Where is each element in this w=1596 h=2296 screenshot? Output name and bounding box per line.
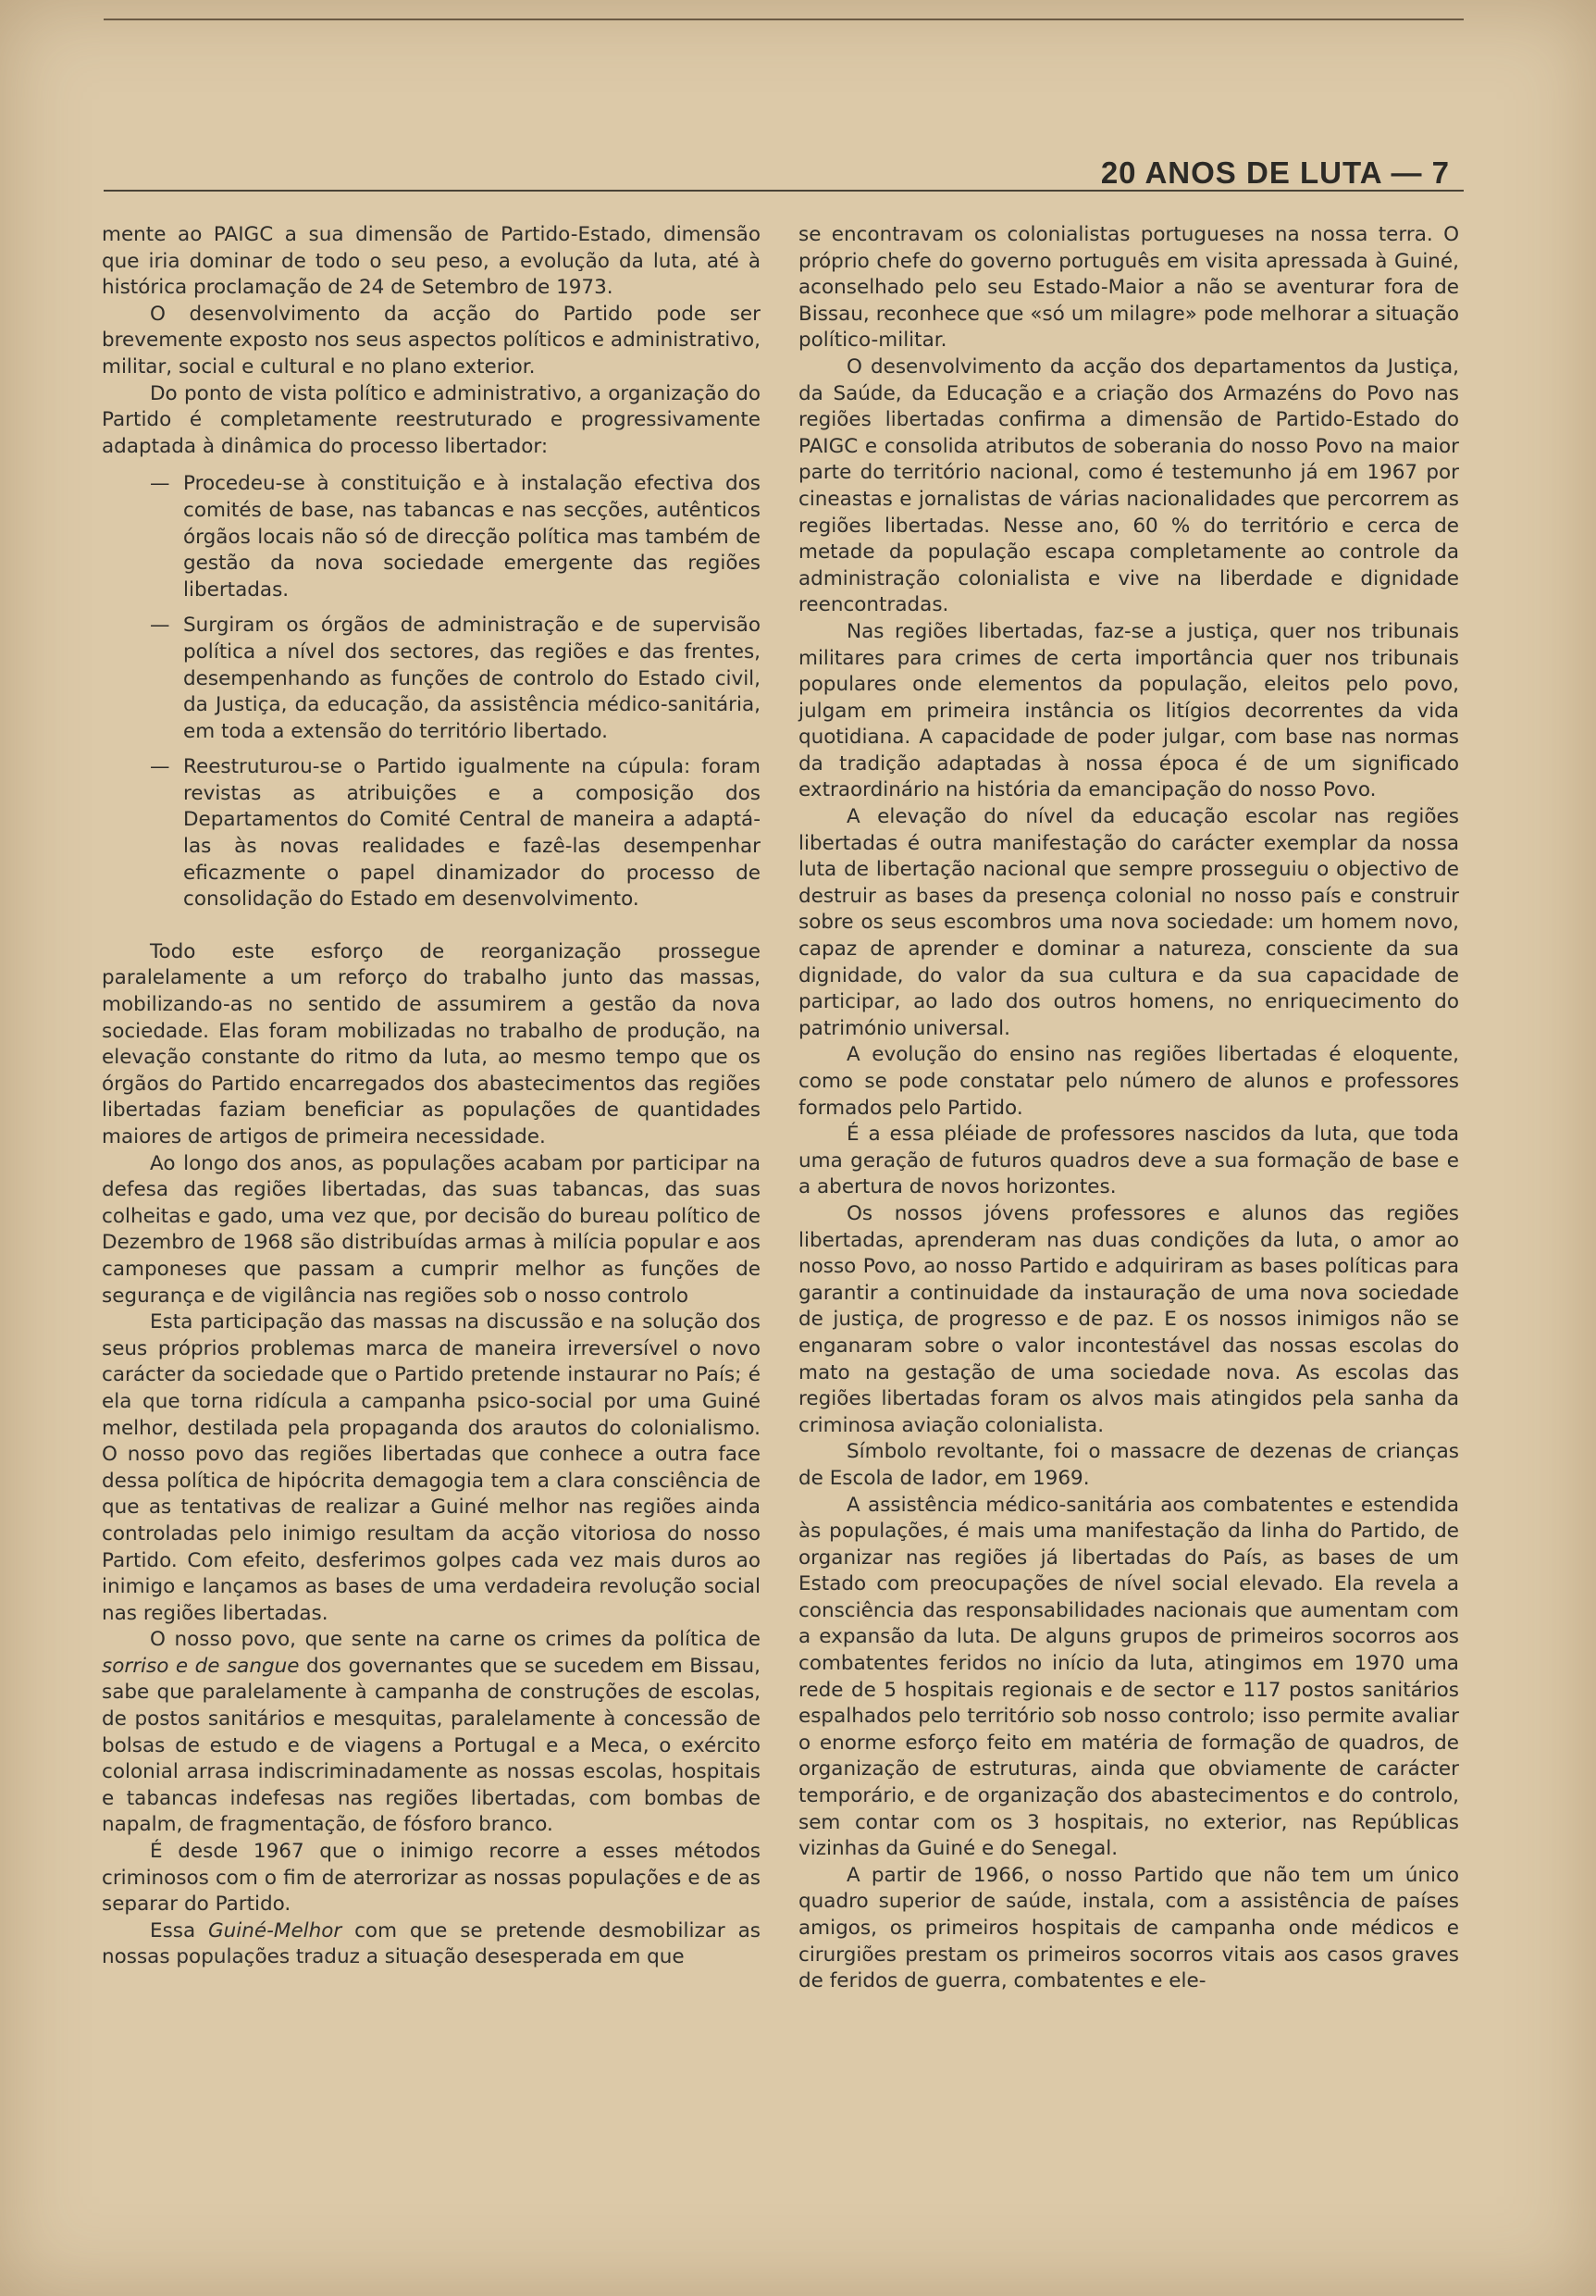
paragraph: É desde 1967 que o inimigo recorre a esses métodos criminosos com o fim de aterrorizar as nossas populações e de as separar do Partido. [102, 1840, 761, 1917]
paragraph: A partir de 1966, o nosso Partido que não tem um único quadro superior de saúde, instala, com a assistência de países amigos, os primeiros hospitais de campanha onde médicos e cirurgiões prestam os primeiros socorros vitais aos casos graves de feridos de guerra, combatentes e ele- [798, 1863, 1459, 1993]
italic-phrase: Guiné-Melhor [208, 1918, 342, 1942]
text-run: dos governantes que se sucedem em Bissau, sabe que paralelamente à campanha de construções de escolas, de postos sanitários e mesquitas, paralelamente à concessão de bolsas de estudo e de viagens a Portugal e a Meca, o exército colonial arrasa indiscriminadamente as nossas escolas, hospitais e tabancas indefesas nas regiões libertadas, com bombas de napalm, de fragmentação, de fósforo branco. [102, 1654, 761, 1837]
list-item-text: Reestruturou-se o Partido igualmente na cúpula: foram revistas as atribuições e a composição dos Departamentos do Comité Central de maneira a adaptá-las às novas realidades e fazê-las desempenhar eficazmente o papel dinamizador do processo de consolidação do Estado em desenvolvimento. [183, 755, 761, 912]
dash-bullet: — [150, 755, 170, 779]
paragraph: mente ao PAIGC a sua dimensão de Partido-Estado, dimensão que iria dominar de todo o seu peso, a evolução da luta, até à histórica proclamação de 24 de Setembro de 1973. [102, 223, 761, 300]
paragraph: O desenvolvimento da acção dos departamentos da Justiça, da Saúde, da Educação e a criação dos Armazéns do Povo nas regiões libertadas confirma a dimensão de Partido-Estado do PAIGC e consolida atributos de soberania do nosso Povo na maior parte do território nacional, como é testemunho já em 1967 por cineastas e jornalistas de várias nacionalidades que percorrem as regiões libertadas. Nesse ano, 60 % do território e cerca de metade da população escapa completamente ao controle da administração colonialista e vive na liberdade e dignidade reencontradas. [798, 354, 1459, 617]
right-column [798, 222, 1459, 1995]
text-run: O nosso povo, que sente na carne os crimes da política de [150, 1628, 761, 1652]
top-rule [104, 19, 1464, 20]
text-run: com que se pretende desmobilizar as nossas populações traduz a situação desesperada em que [102, 1918, 761, 1969]
paragraph [102, 1627, 761, 1839]
paragraph: Do ponto de vista político e administrativo, a organização do Partido é completamente reestruturado e progressivamente adaptada à dinâmica do processo libertador: [102, 381, 761, 458]
running-header: 20 ANOS DE LUTA — 7 [1100, 155, 1450, 190]
dash-list-item [102, 613, 761, 745]
paragraph: Todo este esforço de reorganização prossegue paralelamente a um reforço do trabalho junto das massas, mobilizando-as no sentido de assumirem a gestão da nova sociedade. Elas foram mobilizadas no trabalho de produção, na elevação constante do ritmo da luta, ao mesmo tempo que os órgãos do Partido encarregados dos abastecimentos das regiões libertadas faziam beneficiar as populações de quantidades maiores de artigos de primeira necessidade. [102, 939, 761, 1148]
paragraph: Os nossos jóvens professores e alunos das regiões libertadas, aprenderam nas duas condições da luta, o amor ao nosso Povo, ao nosso Partido e adquiriram as bases políticas para garantir a continuidade da instauração de uma nova sociedade de justiça, de progresso e de paz. E os nossos inimigos não se enganaram sobre o valor incontestável das nossas escolas do mato na gestação de uma sociedade nova. As escolas das regiões libertadas foram os alvos mais atingidos pela sanha da criminosa aviação colonialista. [798, 1201, 1459, 1437]
dash-list-item [102, 471, 761, 603]
paragraph: Símbolo revoltante, foi o massacre de dezenas de crianças de Escola de Iador, em 1969. [798, 1440, 1459, 1490]
paragraph: É a essa pléiade de professores nascidos da luta, que toda uma geração de futuros quadros deve a sua formação de base e a abertura de novos horizontes. [798, 1123, 1459, 1199]
paragraph: A assistência médico-sanitária aos combatentes e estendida às populações, é mais uma manifestação da linha do Partido, de organizar nas regiões já libertadas do País, as bases de um Estado com preocupações de nível social elevado. Ela revela a consciência das responsabilidades nacionais que aumentam com a expansão da luta. De alguns grupos de primeiros socorros aos combatentes feridos no início da luta, atingimos em 1970 uma rede de 5 hospitais regionais e de sector e 117 postos sanitários espalhados pelo território sob nosso controlo; isso permite avaliar o enorme esforço feito em matéria de formação de quadros, de organização de estruturas, ainda que obviamente de carácter temporário, e de organização dos abastecimentos e do controlo, sem contar com os 3 hospitais, no exterior, nas Repúblicas vizinhas da Guiné e do Senegal. [798, 1493, 1459, 1861]
dash-bullet: — [150, 472, 170, 496]
paragraph [102, 1918, 761, 1971]
paragraph: O desenvolvimento da acção do Partido pode ser brevemente exposto nos seus aspectos políticos e administrativo, militar, social e cultural e no plano exterior. [102, 302, 761, 379]
list-item-text: Surgiram os órgãos de administração e de supervisão política a nível dos sectores, das regiões e das frentes, desempenhando as funções de controlo do Estado civil, da Justiça, da educação, da assistência médico-sanitária, em toda a extensão do território libertado. [183, 614, 761, 743]
paragraph: se encontravam os colonialistas portugueses na nossa terra. O próprio chefe do governo português em visita apressada à Guiné, aconselhado pelo seu Estado-Maior a não se aventurar fora de Bissau, reconhece que «só um milagre» pode melhorar a situação político-militar. [798, 223, 1459, 353]
paragraph: Nas regiões libertadas, faz-se a justiça, quer nos tribunais militares para crimes de certa importância quer nos tribunais populares onde elementos da população, eleitos pelo povo, julgam em primeira instância os litígios decorrentes da vida quotidiana. A capacidade de poder julgar, com base nas normas da tradição adaptadas à nossa época é de um significado extraordinário na história da emancipação do nosso Povo. [798, 619, 1459, 802]
paragraph: Esta participação das massas na discussão e na solução dos seus próprios problemas marca de maneira irreversível o novo carácter da sociedade que o Partido pretende instaurar no País; é ela que torna ridícula a campanha psico-social por uma Guiné melhor, destilada pela propaganda dos arautos do colonialismo. O nosso povo das regiões libertadas que conhece a outra face dessa política de hipócrita demagogia tem a clara consciência de que as tentativas de realizar a Guiné melhor nas regiões ainda controladas pelo inimigo resultam da acção vitoriosa do nosso Partido. Com efeito, desferimos golpes cada vez mais duros ao inimigo e lançamos as bases de uma verdadeira revolução social nas regiões libertadas. [102, 1310, 761, 1625]
dash-list-item [102, 754, 761, 913]
list-item-text: Procedeu-se à constituição e à instalação efectiva dos comités de base, nas tabancas e nas secções, autênticos órgãos locais não só de direcção política mas também de gestão da nova sociedade emergente das regiões libertadas. [183, 472, 761, 602]
paragraph: A elevação do nível da educação escolar nas regiões libertadas é outra manifestação do carácter exemplar da nossa luta de libertação nacional que sempre prosseguiu o objectivo de destruir as bases da presença colonial no nosso país e construir sobre os seus escombros uma nova sociedade: um homem novo, capaz de aprender e dominar a natureza, consciente da sua dignidade, do valor da sua cultura e da sua capacidade de participar, ao lado dos outros homens, no enriquecimento do património universal. [798, 805, 1459, 1040]
text-run: Essa [150, 1918, 209, 1942]
paragraph: Ao longo dos anos, as populações acabam por participar na defesa das regiões libertadas, das suas tabancas, das suas colheitas e gado, uma vez que, por decisão do bureau político de Dezembro de 1968 são distribuídas armas à milícia popular e aos camponeses que passam a cumprir melhor as funções de segurança e de vigilância nas regiões sob o nosso controlo [102, 1151, 761, 1308]
header-rule [104, 190, 1464, 192]
left-column [102, 222, 761, 1971]
paragraph: A evolução do ensino nas regiões libertadas é eloquente, como se pode constatar pelo número de alunos e professores formados pelo Partido. [798, 1043, 1459, 1120]
dash-bullet: — [150, 614, 170, 638]
italic-phrase: sorriso e de sangue [102, 1654, 300, 1678]
